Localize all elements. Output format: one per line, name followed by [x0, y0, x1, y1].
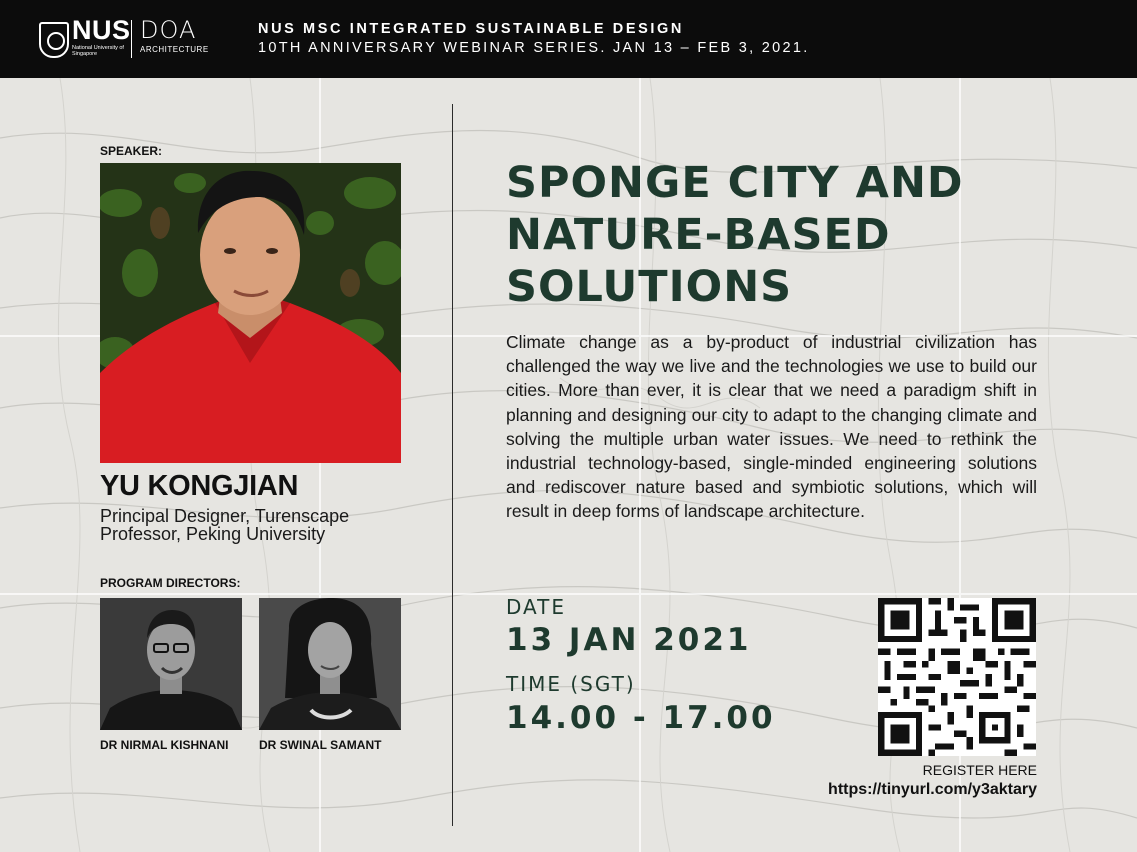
speaker-label: SPEAKER:: [100, 144, 163, 158]
speaker-role-1: Principal Designer, Turenscape: [100, 506, 350, 526]
director-photo-2: [259, 598, 401, 730]
register-here-label: REGISTER HERE: [922, 762, 1037, 778]
nus-logo-subtitle: National University of Singapore: [72, 45, 124, 57]
speaker-name: YU KONGJIAN: [100, 470, 299, 502]
talk-title-line-2: NATURE-BASED: [506, 210, 891, 260]
series-subtitle: 10TH ANNIVERSARY WEBINAR SERIES. JAN 13 – FEB 3, 2021.: [258, 40, 810, 56]
director-name-2: DR SWINAL SAMANT: [259, 738, 382, 752]
director-photo-1: [100, 598, 242, 730]
header-bar: [0, 0, 1137, 78]
talk-title-line-1: SPONGE CITY AND: [506, 158, 964, 208]
speaker-photo: [100, 163, 401, 463]
program-directors-label: PROGRAM DIRECTORS:: [100, 576, 241, 590]
date-label: DATE: [506, 595, 567, 619]
time-label: TIME (SGT): [506, 672, 636, 696]
nus-crest-icon: [39, 22, 69, 58]
date-value: 13 JAN 2021: [506, 622, 752, 658]
talk-description: Climate change as a by-product of industrial civilization has challenged the way we live and the technologies we use to build our cities. More than ever, it is clear that we need a paradigm shift in planning and designing our city to adapt to the changing climate and solving the multiple urban water issues. We need to rethink the industrial technology-based, single-minded engineering solutions and rediscover nature based and symbiotic solutions, which will result in deep forms of landscape architecture.: [506, 332, 1037, 522]
nus-logo-text: NUS: [72, 15, 131, 45]
director-name-1: DR NIRMAL KISHNANI: [100, 738, 229, 752]
time-value: 14.00 - 17.00: [506, 700, 776, 736]
talk-title-line-3: SOLUTIONS: [506, 262, 793, 312]
speaker-role-2: Professor, Peking University: [100, 524, 326, 544]
registration-link[interactable]: https://tinyurl.com/y3aktary: [828, 781, 1037, 798]
doa-logo-subtitle: ARCHITECTURE: [140, 45, 209, 54]
series-title: NUS MSC INTEGRATED SUSTAINABLE DESIGN: [258, 21, 684, 37]
registration-qr-code[interactable]: [878, 598, 1036, 756]
logo-divider: [131, 20, 132, 58]
vertical-divider: [452, 104, 453, 826]
doa-logo-text: DOA: [140, 16, 197, 44]
